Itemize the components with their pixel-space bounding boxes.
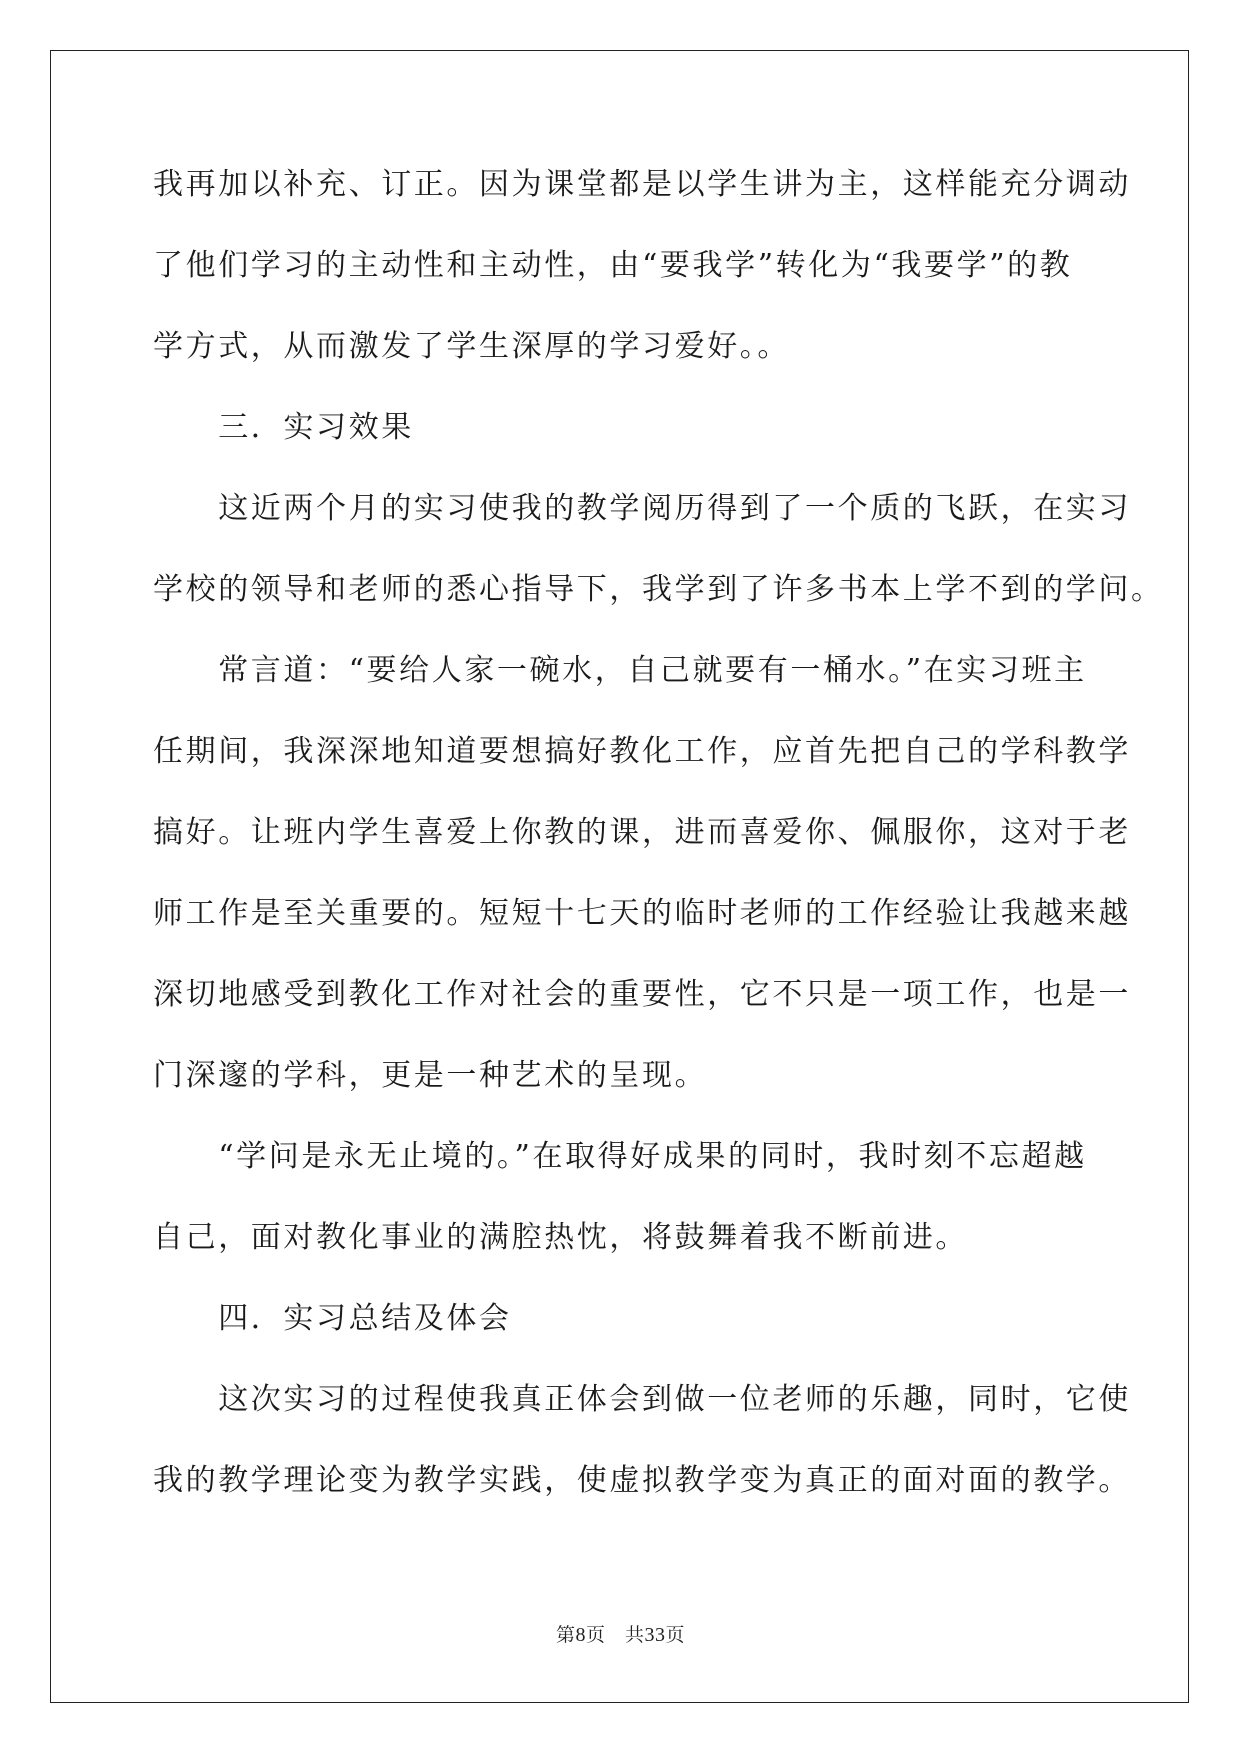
document-body xyxy=(153,160,1164,1537)
section-heading: 四．实习总结及体会 xyxy=(153,1301,512,1336)
text-line: 搞好。让班内学生喜爱上你教的课，进而喜爱你、佩服你，这对于老 xyxy=(153,815,1131,850)
text-line: 自己，面对教化事业的满腔热忱，将鼓舞着我不断前进。 xyxy=(153,1220,968,1255)
text-line: 学方式，从而激发了学生深厚的学习爱好。。 xyxy=(153,329,790,364)
page-footer xyxy=(0,1620,1241,1647)
section-heading: 三．实习效果 xyxy=(153,410,414,445)
text-line: 了他们学习的主动性和主动性，由“要我学”转化为“我要学”的教 xyxy=(153,248,1073,283)
text-line: 门深邃的学科，更是一种艺术的呈现。 xyxy=(153,1058,708,1093)
footer-total-pages: 33 xyxy=(644,1624,666,1646)
text-line: 这近两个月的实习使我的教学阅历得到了一个质的飞跃，在实习 xyxy=(153,491,1131,526)
footer-prefix: 第 xyxy=(555,1624,576,1646)
text-line: 深切地感受到教化工作对社会的重要性，它不只是一项工作，也是一 xyxy=(153,977,1131,1012)
text-line: 常言道：“要给人家一碗水，自己就要有一桶水。”在实习班主 xyxy=(153,653,1087,688)
text-line: 师工作是至关重要的。短短十七天的临时老师的工作经验让我越来越 xyxy=(153,896,1131,931)
footer-suffix: 页 xyxy=(665,1624,686,1646)
text-line: 我再加以补充、订正。因为课堂都是以学生讲为主，这样能充分调动 xyxy=(153,167,1131,202)
text-line: 学校的领导和老师的悉心指导下，我学到了许多书本上学不到的学问。 xyxy=(153,572,1164,607)
text-line: 我的教学理论变为教学实践，使虚拟教学变为真正的面对面的教学。 xyxy=(153,1463,1131,1498)
text-line: 这次实习的过程使我真正体会到做一位老师的乐趣，同时，它使 xyxy=(153,1382,1131,1417)
text-line: 任期间，我深深地知道要想搞好教化工作，应首先把自己的学科教学 xyxy=(153,734,1131,769)
footer-middle: 页 共 xyxy=(585,1624,645,1646)
footer-page-number: 8 xyxy=(575,1624,586,1646)
text-line: “学问是永无止境的。”在取得好成果的同时，我时刻不忘超越 xyxy=(153,1139,1087,1174)
